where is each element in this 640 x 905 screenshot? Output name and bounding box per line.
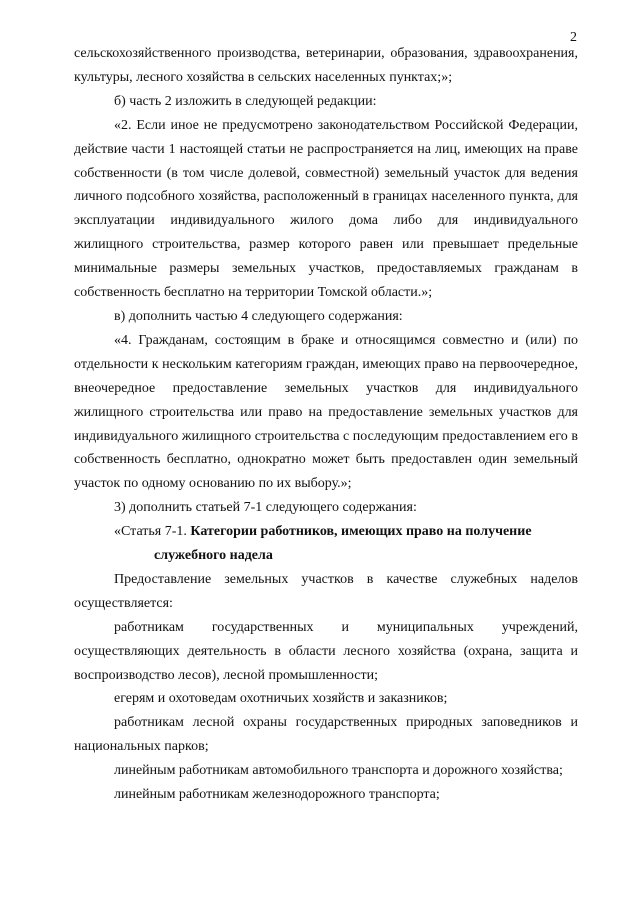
paragraph-part-2: «2. Если иное не предусмотрено законодательством Российской Федерации, действие части 1 настоящей статьи не распространяется на лиц, имеющих на праве собственности (в том числе долевой, совместной) земельный участок для ведения личного подсобного хозяйства, расположенный в границах населенного пункта, для эксплуатации индивидуального жилого дома либо для индивидуального жилищного строительства, размер которого равен или превышает предельные минимальные размеры земельных участков, предоставляемых гражданам в собственность бесплатно на территории Томской области.»; xyxy=(74,117,578,301)
article-heading-title: Категории работников, имеющих право на получение xyxy=(190,524,532,540)
list-item: линейным работникам железнодорожного транспорта; xyxy=(114,787,440,803)
article-heading xyxy=(74,520,578,568)
paragraph-item-b: б) часть 2 изложить в следующей редакции: xyxy=(114,93,377,109)
page-number: 2 xyxy=(570,30,577,45)
list-item: работникам лесной охраны государственных природных заповедников и национальных парков; xyxy=(74,715,578,755)
paragraph-intro: Предоставление земельных участков в качестве служебных наделов осуществляется: xyxy=(74,571,578,611)
paragraph-continuation: сельскохозяйственного производства, ветеринарии, образования, здравоохранения, культуры, лесного хозяйства в сельских населенных пунктах;»; xyxy=(74,46,578,85)
document-body xyxy=(74,42,578,807)
paragraph-item-v: в) дополнить частью 4 следующего содержания: xyxy=(114,308,403,324)
list-item: линейным работникам автомобильного транспорта и дорожного хозяйства; xyxy=(114,763,563,779)
list-item: работникам государственных и муниципальных учреждений, осуществляющих деятельность в области лесного хозяйства (охрана, защита и воспроизводство лесов), лесной промышленности; xyxy=(74,619,578,683)
paragraph-item-3: 3) дополнить статьей 7-1 следующего содержания: xyxy=(114,500,417,516)
article-heading-prefix: «Статья 7-1. xyxy=(114,524,191,540)
article-heading-title-line2: служебного надела xyxy=(154,548,273,564)
list-item: егерям и охотоведам охотничьих хозяйств и заказников; xyxy=(114,691,448,707)
paragraph-part-4: «4. Гражданам, состоящим в браке и относящимся совместно и (или) по отдельности к нескольким категориям граждан, имеющих право на первоочередное, внеочередное предоставление земельных участков для индивидуального жилищного строительства или право на предоставление земельных участков для индивидуального жилищного строительства с последующим предоставлением его в собственность бесплатно, однократно может быть предоставлен один земельный участок по одному основанию по их выбору.»; xyxy=(74,332,578,492)
